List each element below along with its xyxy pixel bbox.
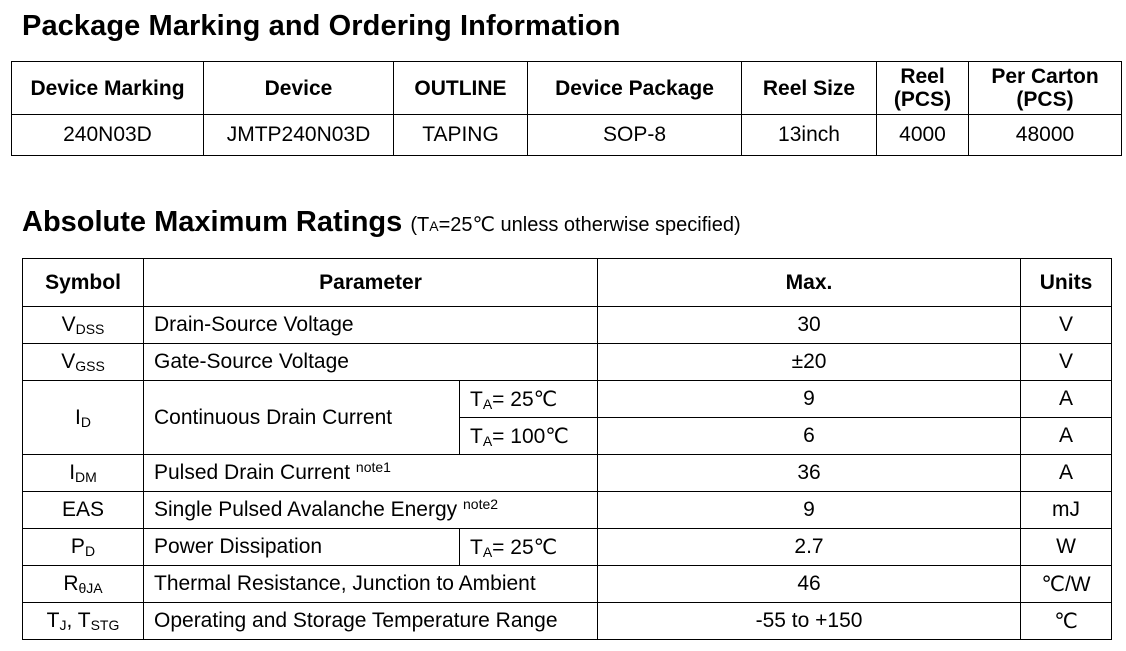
cond-subscript: A	[482, 432, 493, 449]
cond-value: = 25℃	[492, 535, 558, 559]
ordering-table	[11, 61, 1122, 156]
rating-row-tj	[23, 603, 1112, 640]
header-reel-size: Reel Size	[742, 62, 877, 115]
param-vdss: Drain-Source Voltage	[144, 307, 598, 344]
ordering-data-row	[12, 115, 1122, 156]
cond-subscript: A	[482, 395, 493, 412]
header-reel-pcs	[877, 62, 969, 115]
max-vdss: 30	[598, 307, 1021, 344]
symbol-letter: I	[75, 405, 81, 429]
header-outline: OUTLINE	[394, 62, 528, 115]
param-pd: Power Dissipation	[144, 529, 460, 566]
footnote-ref: note1	[355, 459, 391, 475]
symbol-subscript: J	[59, 617, 67, 633]
symbol-letter: R	[63, 572, 79, 595]
unit-eas: mJ	[1021, 492, 1112, 529]
cell-outline: TAPING	[394, 115, 528, 156]
ratings-title-text: Absolute Maximum Ratings	[22, 206, 403, 238]
cond-subscript: A	[482, 543, 493, 560]
symbol-subscript: DSS	[75, 321, 105, 337]
max-pd: 2.7	[598, 529, 1021, 566]
symbol-letter: V	[61, 313, 76, 336]
max-tj: -55 to +150	[598, 603, 1021, 640]
unit-rthja: ℃/W	[1021, 566, 1112, 603]
rating-row-id-25	[23, 381, 1112, 418]
rating-row-eas	[23, 492, 1112, 529]
header-units: Units	[1021, 259, 1112, 307]
cond-value: = 100℃	[492, 424, 569, 448]
header-carton-line2: (PCS)	[1016, 88, 1074, 111]
symbol-idm	[23, 455, 144, 492]
symbol-letter: I	[69, 461, 76, 484]
param-vgss: Gate-Source Voltage	[144, 344, 598, 381]
cell-carton-pcs: 48000	[969, 115, 1122, 156]
rating-row-vgss	[23, 344, 1112, 381]
header-reel-line1: Reel	[900, 65, 945, 88]
rating-row-pd	[23, 529, 1112, 566]
param-id: Continuous Drain Current	[144, 381, 460, 455]
header-device-marking: Device Marking	[12, 62, 204, 115]
unit-id-25: A	[1021, 381, 1112, 418]
condition-id-25	[460, 381, 598, 418]
header-symbol: Symbol	[23, 259, 144, 307]
rating-row-vdss	[23, 307, 1112, 344]
ratings-condition-subscript: A	[429, 218, 439, 234]
header-device-package: Device Package	[528, 62, 742, 115]
unit-tj: ℃	[1021, 603, 1112, 640]
symbol-pd	[23, 529, 144, 566]
ratings-header-row	[23, 259, 1112, 307]
cell-device: JMTP240N03D	[204, 115, 394, 156]
symbol-vgss	[23, 344, 144, 381]
rating-row-idm	[23, 455, 1112, 492]
condition-pd	[460, 529, 598, 566]
ordering-title: Package Marking and Ordering Information	[22, 10, 621, 42]
ratings-condition	[410, 214, 740, 236]
param-idm	[144, 455, 598, 492]
header-parameter: Parameter	[144, 259, 598, 307]
symbol-vdss	[23, 307, 144, 344]
param-eas	[144, 492, 598, 529]
symbol-subscript: GSS	[75, 358, 105, 374]
unit-vdss: V	[1021, 307, 1112, 344]
max-eas: 9	[598, 492, 1021, 529]
symbol-subscript: D	[84, 543, 96, 559]
max-rthja: 46	[598, 566, 1021, 603]
unit-pd: W	[1021, 529, 1112, 566]
symbol-subscript: DM	[75, 469, 97, 485]
cell-reel-pcs: 4000	[877, 115, 969, 156]
symbol-letter: T	[46, 609, 60, 632]
ratings-condition-rest: =25℃ unless otherwise specified)	[438, 214, 741, 236]
cond-letter: T	[470, 424, 483, 448]
symbol-subscript: STG	[90, 617, 120, 633]
unit-vgss: V	[1021, 344, 1112, 381]
header-reel-line2: (PCS)	[893, 88, 952, 111]
cond-letter: T	[470, 535, 483, 559]
header-device: Device	[204, 62, 394, 115]
cond-letter: T	[470, 387, 483, 411]
symbol-subscript: D	[80, 413, 91, 430]
max-id-25: 9	[598, 381, 1021, 418]
symbol-separator: , T	[66, 609, 91, 632]
cell-device-package: SOP-8	[528, 115, 742, 156]
unit-idm: A	[1021, 455, 1112, 492]
param-rthja: Thermal Resistance, Junction to Ambient	[144, 566, 598, 603]
param-text: Pulsed Drain Current	[154, 461, 356, 484]
max-idm: 36	[598, 455, 1021, 492]
param-text: Single Pulsed Avalanche Energy	[154, 498, 458, 521]
ratings-condition-open: (T	[410, 214, 430, 236]
ratings-table	[22, 258, 1112, 640]
symbol-rthja	[23, 566, 144, 603]
symbol-eas: EAS	[23, 492, 144, 529]
symbol-letter: V	[61, 350, 76, 373]
header-max: Max.	[598, 259, 1021, 307]
cond-value: = 25℃	[492, 387, 558, 411]
ordering-header-row	[12, 62, 1122, 115]
max-vgss: ±20	[598, 344, 1021, 381]
symbol-id	[23, 381, 144, 455]
symbol-tj-tstg	[23, 603, 144, 640]
cell-reel-size: 13inch	[742, 115, 877, 156]
condition-id-100	[460, 418, 598, 455]
footnote-ref: note2	[463, 496, 499, 512]
rating-row-rthja	[23, 566, 1112, 603]
param-tj: Operating and Storage Temperature Range	[144, 603, 598, 640]
cell-device-marking: 240N03D	[12, 115, 204, 156]
symbol-subscript: θJA	[78, 580, 103, 596]
header-carton-line1: Per Carton	[991, 65, 1099, 88]
ratings-title	[22, 206, 741, 239]
unit-id-100: A	[1021, 418, 1112, 455]
max-id-100: 6	[598, 418, 1021, 455]
header-per-carton	[969, 62, 1122, 115]
symbol-letter: P	[70, 535, 85, 558]
